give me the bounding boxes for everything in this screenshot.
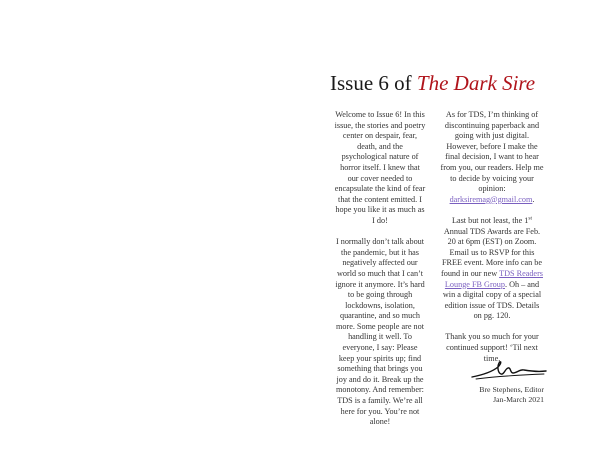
awards-text-a: Last but not least, the 1 — [451, 215, 529, 225]
editor-byline — [470, 385, 544, 405]
left-column — [334, 110, 426, 438]
format-paragraph-text: As for TDS, I’m thinking of discontinuing paperback and going with just digital. However, before I make the final decision, I want to hear from you, our readers. Help me to decide by voicing your opinion: — [440, 110, 544, 194]
title-prefix: Issue 6 of — [330, 71, 412, 95]
pandemic-paragraph: I normally don’t talk about the pandemic, but it has negatively affected our world so much that I can’t ignore it anymore. It’s hard to be going through lockdowns, isolation, quarantine, and so much more. Some people are not handling it well. To everyone, I say: Please keep your spirits up; find something that brings you joy and do it. Break up the monotony. And remember: TDS is a family. We’re all here for you. You’re not alone! — [335, 237, 425, 427]
issue-date: Jan-March 2021 — [493, 395, 544, 404]
magazine-name: The Dark Sire — [416, 71, 536, 95]
page-title — [330, 70, 590, 96]
signature-image — [468, 355, 548, 383]
awards-text-b: Annual TDS Awards are Feb. 20 at 6pm (EST) on Zoom. Email us to RSVP for this FREE event. More info can be found in our new — [441, 226, 543, 278]
right-column — [440, 110, 544, 375]
fb-group-link[interactable]: TDS Readers Lounge FB Group — [444, 268, 543, 289]
format-paragraph: As for TDS, I’m thinking of discontinuing paperback and going with just digital. However, before I make the final decision, I want to hear from you, our readers. Help me to decide by voicing your opinion: darksiremag@gmail.com. — [440, 110, 544, 204]
welcome-paragraph: Welcome to Issue 6! In this issue, the stories and poetry center on despair, fear, death, and the psychological nature of horror itself. I knew that our cover needed to encapsulate the kind of fear that the content emitted. I hope you like it as much as I do! — [334, 110, 426, 225]
thanks-paragraph: Thank you so much for your continued support! ‘Til next time, — [445, 332, 539, 363]
editor-name: Bre Stephens, Editor — [479, 385, 544, 394]
awards-text-c: . Oh – and win a digital copy of a special edition issue of TDS. Details on pg. 120. — [442, 279, 542, 321]
awards-paragraph — [440, 216, 544, 322]
email-link[interactable]: darksiremag@gmail.com — [449, 194, 533, 204]
awards-superscript: st — [528, 215, 533, 222]
